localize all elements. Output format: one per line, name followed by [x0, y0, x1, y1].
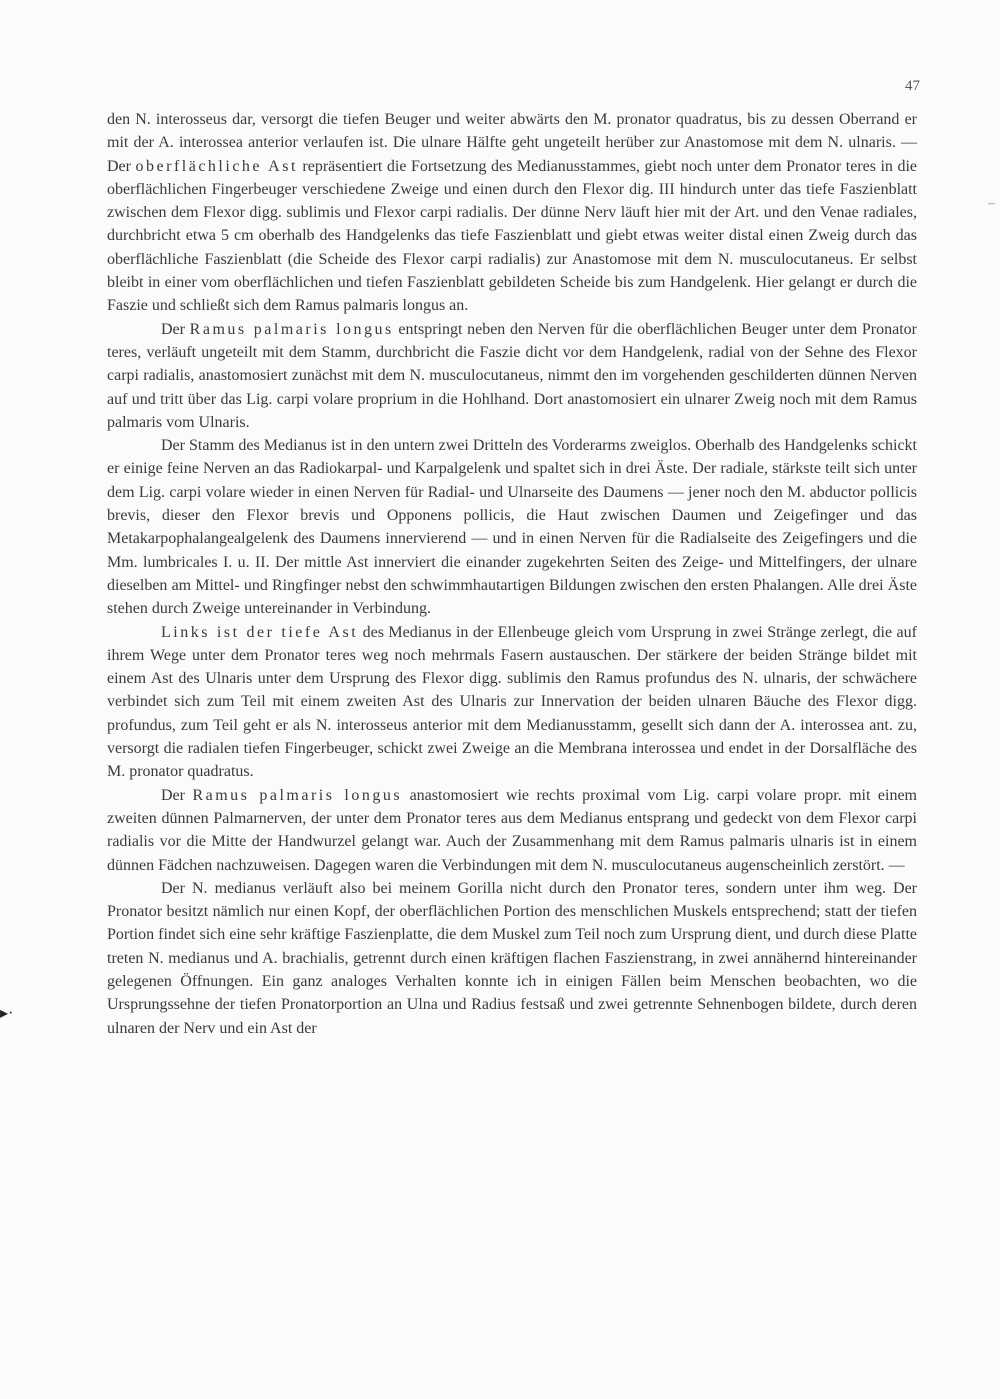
paragraph-text: den N. interosseus dar, versorgt die tiefen Beuger und weiter abwärts den M. pronator quadratus, bis zu dessen Oberrand er mit der A. interossea anterior verlaufen ist. Die ulnare Hälfte geht ungeteilt herüber zur Anastomose mit dem N. ulnaris. — Der [107, 111, 917, 175]
paragraph [107, 318, 917, 434]
paragraph-text: des Medianus in der Ellenbeuge gleich vom Ursprung in zwei Stränge zerlegt, die auf ihrem Wege unter dem Pronator teres weg noch mehrmals Fasern austauschen. Der stärkere der beiden Stränge bildet mit einem Ast des Ulnaris unter dem Ursprung des Flexor digg. sublimis den Ramus profundus des N. ulnaris, der schwächere verbindet sich zum Teil mit einem zweiten Ast des Ulnaris zur Innervation der beiden ulnaren Bäuche des Flexor digg. profundus, zum Teil geht er als N. interosseus anterior mit dem Medianusstamm, gesellt sich dann der A. interossea ant. zu, versorgt die radialen tiefen Fingerbeuger, schickt zwei Zweige an die Membrana interossea und endet in der Dorsalfläche des M. pronator quadratus. [107, 623, 917, 781]
paragraph [107, 434, 917, 620]
page-number: 47 [905, 78, 920, 94]
spaced-term: Ramus palmaris longus [192, 786, 403, 804]
spaced-term: Links ist der tiefe Ast [161, 623, 359, 641]
paragraph-text: anastomosiert wie rechts proximal vom Lig. carpi volare propr. mit einem zweiten dünnen Palmarnerven, der unter dem Pronator teres aus dem Medianus entsprang und gedeckt von dem Flexor carpi radialis vor die Mitte der Handwurzel gelangt war. Auch der Zusammenhang mit dem Ramus palmaris ulnaris ist in einem dünnen Fädchen nachzuweisen. Dagegen waren die Verbindungen mit dem N. musculocutaneus augenscheinlich zerstört. — [107, 786, 917, 874]
paragraph [107, 877, 917, 1040]
paragraph-text: Der N. medianus verläuft also bei meinem Gorilla nicht durch den Pronator teres, sondern unter ihm weg. Der Pronator besitzt nämlich nur einen Kopf, der oberflächlichen Portion des menschlichen Muskels entsprechend; statt der tiefen Portion findet sich eine sehr kräftige Faszienplatte, die dem Muskel zum Teil noch zum Ursprung dient, und durch diese Platte treten N. medianus und A. brachialis, getrennt durch einen kräftigen flachen Faszienstrang, in zwei annähernd hintereinander gelegenen Öffnungen. Ein ganz analoges Verhalten konnte ich in einigen Fällen beim Menschen beobachten, wo die Ursprungssehne der tiefen Pronatorportion an Ulna und Radius festsaß und zwei getrennte Sehnenbogen bildete, durch deren ulnaren der Nerv und ein Ast der [107, 879, 917, 1037]
paragraph-text: Der [161, 786, 193, 804]
margin-mark-right: – [988, 196, 995, 211]
paragraph [107, 621, 917, 784]
paragraph [107, 108, 917, 318]
paragraph-text: Der Stamm des Medianus ist in den untern zwei Dritteln des Vorderarms zweiglos. Oberhalb des Handgelenks schickt er einige feine Nerven an das Radiokarpal- und Karpalgelenk und spaltet sich in drei Äste. Der radiale, stärkste teilt sich unter dem Lig. carpi volare wieder in einen Nerven für Radial- und Ulnarseite des Daumens — jener noch den M. abductor pollicis brevis, dieser den Flexor brevis und Opponens pollicis, die Haut zwischen Daumen und Zeigefinger und das Metakarpophalangealgelenk des Daumens innervierend — und in einen Nerven für die Radialseite des Zeigefingers und die Mm. lumbricales I. u. II. Der mittle Ast innerviert die einander zugekehrten Seiten des Zeige- und Mittelfingers, der ulnare dieselben am Mittel- und Ringfinger nebst den schwimmhautartigen Bildungen zwischen den ersten Phalangen. Alle drei Äste stehen durch Zweige untereinander in Verbindung. [107, 437, 917, 618]
paragraph-text: Der [161, 320, 190, 338]
spaced-term: oberflächliche Ast [135, 157, 298, 175]
paragraph-text: repräsentiert die Fortsetzung des Medianusstammes, giebt noch unter dem Pronator teres in die oberflächlichen Fingerbeuger verschiedene Zweige und einen durch den Flexor dig. III hindurch unter das tiefe Faszienblatt zwischen dem Flexor digg. sublimis und Flexor carpi radialis. Der dünne Nerv läuft hier mit der Art. und den Venae radiales, durchbricht etwa 5 cm oberhalb des Handgelenks das tiefe Faszienblatt und giebt etwas weiter distal einen Zweig durch das oberflächliche Faszienblatt (die Scheide des Flexor carpi radialis) zur Anastomose mit dem N. musculocutaneus. Er selbst bleibt in einer vom oberflächlichen und tiefen Faszienblatt gebildeten Scheide bis zum Handgelenk. Hier gelangt er durch die Faszie und schließt sich dem Ramus palmaris longus an. [107, 157, 918, 315]
margin-mark-left: ▸· [0, 1005, 14, 1022]
paragraph-text: entspringt neben den Nerven für die oberflächlichen Beuger unter dem Pronator teres, verläuft ungeteilt mit dem Stamm, durchbricht die Faszie dicht vor dem Handgelenk, radial von der Sehne des Flexor carpi radialis, anastomosiert zunächst mit dem N. musculocutaneus, nimmt den im vorgehenden geschilderten dünnen Nerven auf und tritt über das Lig. carpi volare proprium in die Hohlhand. Dort anastomosiert ein ulnarer Zweig noch mit dem Ramus palmaris vom Ulnaris. [107, 320, 918, 431]
paragraph [107, 784, 917, 877]
spaced-term: Ramus palmaris longus [189, 320, 394, 338]
body-text [107, 108, 917, 1040]
